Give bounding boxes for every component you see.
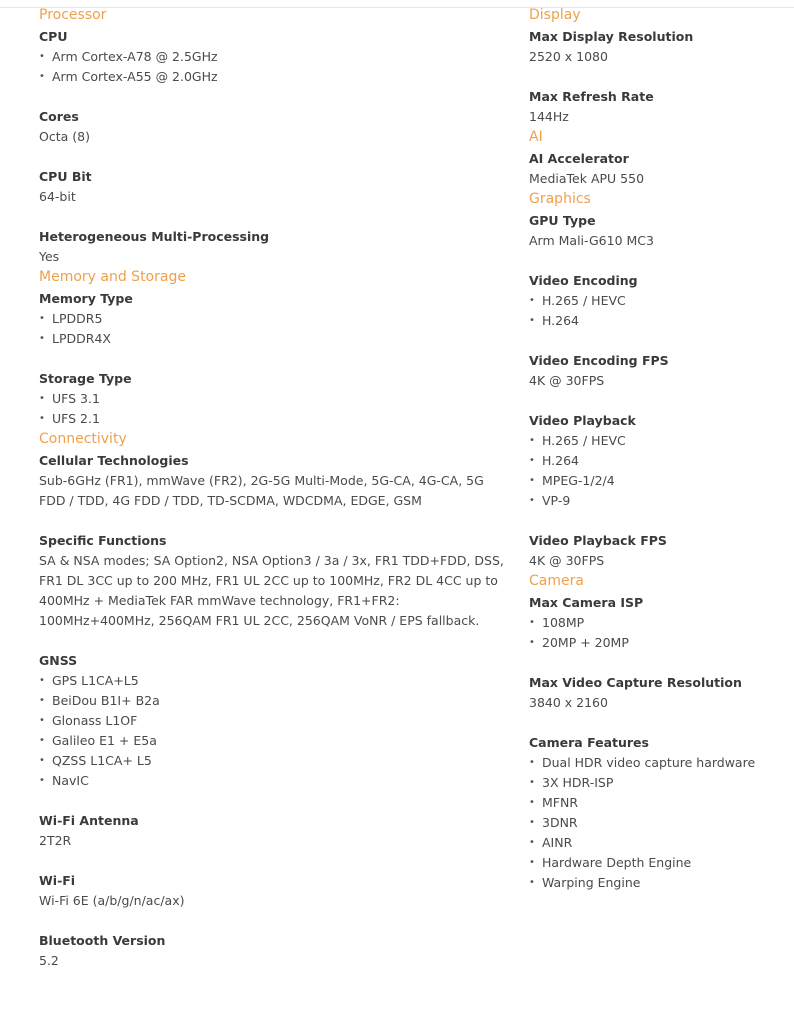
spec-label: CPU	[39, 29, 68, 44]
spec-value: Wi-Fi 6E (a/b/g/n/ac/ax)	[39, 893, 185, 908]
spec-label: Video Playback FPS	[529, 533, 667, 548]
list-item: • VP-9	[529, 491, 789, 511]
spec-value-list	[39, 671, 509, 791]
spec-label: Bluetooth Version	[39, 933, 166, 948]
spec-label: Heterogeneous Multi-Processing	[39, 229, 270, 244]
spec-cores	[39, 107, 509, 147]
spec-gnss	[39, 651, 509, 791]
spec-value: 5.2	[39, 953, 59, 968]
list-item: • 3DNR	[529, 813, 789, 833]
list-item: • 20MP + 20MP	[529, 633, 789, 653]
list-item: • UFS 3.1	[39, 389, 509, 409]
spec-label: Cores	[39, 109, 79, 124]
spec-label: Video Encoding FPS	[529, 353, 669, 368]
section-title: Memory and Storage	[39, 269, 186, 285]
section-title: Connectivity	[39, 431, 127, 447]
section-display	[529, 5, 789, 127]
list-item: • Arm Cortex-A55 @ 2.0GHz	[39, 67, 509, 87]
spec-value: 3840 x 2160	[529, 695, 608, 710]
section-memory-and-storage	[39, 267, 509, 429]
spec-max-camera-isp	[529, 593, 789, 653]
section-graphics	[529, 189, 789, 571]
spec-heterogeneous-multi-processing	[39, 227, 509, 267]
list-item: • 108MP	[529, 613, 789, 633]
spec-label: Max Camera ISP	[529, 595, 644, 610]
spec-label: CPU Bit	[39, 169, 92, 184]
list-item: • AINR	[529, 833, 789, 853]
spec-value-list	[529, 291, 789, 331]
list-item: • Arm Cortex-A78 @ 2.5GHz	[39, 47, 509, 67]
spec-value: Yes	[39, 249, 60, 264]
spec-wi-fi	[39, 871, 509, 911]
list-item: • MPEG-1/2/4	[529, 471, 789, 491]
list-item: • Hardware Depth Engine	[529, 853, 789, 873]
list-item: • UFS 2.1	[39, 409, 509, 429]
list-item: • GPS L1CA+L5	[39, 671, 509, 691]
spec-value-list	[529, 753, 789, 893]
spec-value: 2T2R	[39, 833, 72, 848]
spec-ai-accelerator	[529, 149, 789, 189]
spec-label: Memory Type	[39, 291, 133, 306]
section-title: AI	[529, 129, 543, 145]
spec-max-refresh-rate	[529, 87, 789, 127]
spec-label: Wi-Fi Antenna	[39, 813, 139, 828]
list-item: • Galileo E1 + E5a	[39, 731, 509, 751]
spec-value-list	[39, 389, 509, 429]
spec-specific-functions	[39, 531, 509, 631]
spec-storage-type	[39, 369, 509, 429]
spec-label: Specific Functions	[39, 533, 167, 548]
spec-camera-features	[529, 733, 789, 893]
spec-label: Storage Type	[39, 371, 132, 386]
list-item: • H.265 / HEVC	[529, 431, 789, 451]
right-column	[529, 5, 789, 893]
spec-value: 2520 x 1080	[529, 49, 608, 64]
section-title: Camera	[529, 573, 584, 589]
list-item: • H.264	[529, 451, 789, 471]
spec-label: GPU Type	[529, 213, 596, 228]
left-column	[39, 5, 509, 971]
section-processor	[39, 5, 509, 267]
list-item: • Dual HDR video capture hardware	[529, 753, 789, 773]
spec-max-display-resolution	[529, 27, 789, 67]
spec-label: GNSS	[39, 653, 78, 668]
spec-video-encoding-fps	[529, 351, 789, 391]
list-item: • LPDDR4X	[39, 329, 509, 349]
list-item: • 3X HDR-ISP	[529, 773, 789, 793]
list-item: • MFNR	[529, 793, 789, 813]
section-camera	[529, 571, 789, 893]
spec-value: 64-bit	[39, 189, 76, 204]
spec-value: Arm Mali-G610 MC3	[529, 233, 654, 248]
spec-cpu-bit	[39, 167, 509, 207]
list-item: • H.265 / HEVC	[529, 291, 789, 311]
spec-label: Cellular Technologies	[39, 453, 189, 468]
spec-value-list	[529, 613, 789, 653]
spec-value: 4K @ 30FPS	[529, 373, 605, 388]
spec-value: 4K @ 30FPS	[529, 553, 605, 568]
section-connectivity	[39, 429, 509, 971]
spec-label: Max Refresh Rate	[529, 89, 654, 104]
section-title: Display	[529, 7, 581, 23]
list-item: • QZSS L1CA+ L5	[39, 751, 509, 771]
list-item: • NavIC	[39, 771, 509, 791]
spec-value: SA & NSA modes; SA Option2, NSA Option3 / 3a / 3x, FR1 TDD+FDD, DSS, FR1 DL 3CC up to 200 MHz, FR1 UL 2CC up to 100MHz, FR2 DL 4CC up to 400MHz + MediaTek FAR mmWave technology, FR1+FR2: 100MHz+400MHz, 256QAM FR1 UL 2CC, 256QAM VoNR / EPS fallback.	[39, 553, 504, 628]
spec-video-encoding	[529, 271, 789, 331]
spec-label: Wi-Fi	[39, 873, 76, 888]
section-title: Processor	[39, 7, 107, 23]
spec-cellular-technologies	[39, 451, 509, 511]
spec-label: Max Video Capture Resolution	[529, 675, 742, 690]
section-title: Graphics	[529, 191, 591, 207]
spec-max-video-capture-resolution	[529, 673, 789, 713]
spec-value-list	[39, 47, 509, 87]
spec-label: AI Accelerator	[529, 151, 629, 166]
spec-value: Octa (8)	[39, 129, 90, 144]
list-item: • Glonass L1OF	[39, 711, 509, 731]
spec-wi-fi-antenna	[39, 811, 509, 851]
spec-video-playback-fps	[529, 531, 789, 571]
spec-value: 144Hz	[529, 109, 569, 124]
spec-label: Video Playback	[529, 413, 636, 428]
list-item: • LPDDR5	[39, 309, 509, 329]
spec-label: Max Display Resolution	[529, 29, 694, 44]
spec-value-list	[39, 309, 509, 349]
spec-memory-type	[39, 289, 509, 349]
spec-value: MediaTek APU 550	[529, 171, 645, 186]
list-item: • Warping Engine	[529, 873, 789, 893]
spec-video-playback	[529, 411, 789, 511]
spec-value: Sub-6GHz (FR1), mmWave (FR2), 2G-5G Multi-Mode, 5G-CA, 4G-CA, 5G FDD / TDD, 4G FDD / TDD, TD-SCDMA, WDCDMA, EDGE, GSM	[39, 473, 484, 508]
list-item: • BeiDou B1I+ B2a	[39, 691, 509, 711]
list-item: • H.264	[529, 311, 789, 331]
spec-gpu-type	[529, 211, 789, 251]
spec-value-list	[529, 431, 789, 511]
section-ai	[529, 127, 789, 189]
spec-bluetooth-version	[39, 931, 509, 971]
spec-label: Camera Features	[529, 735, 649, 750]
spec-cpu	[39, 27, 509, 87]
spec-label: Video Encoding	[529, 273, 638, 288]
